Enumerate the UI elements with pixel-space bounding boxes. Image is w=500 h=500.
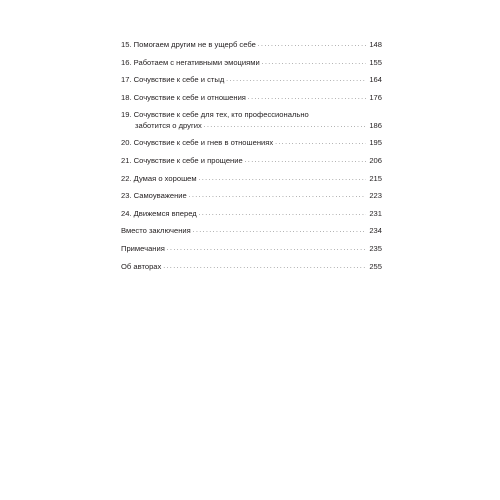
dot-leader — [167, 244, 366, 255]
toc-entry-20[interactable] — [121, 138, 382, 149]
toc-entry-title: Об авторах — [121, 261, 162, 271]
toc-entry-title: 15. Помогаем другим не в ущерб себе — [121, 40, 256, 49]
dot-leader — [245, 156, 366, 167]
toc-entry-page: 206 — [369, 156, 382, 166]
dot-leader — [204, 121, 366, 132]
toc-entry-notes[interactable] — [121, 244, 382, 255]
toc-entry-conclusion[interactable] — [121, 226, 382, 237]
dot-leader — [199, 209, 366, 220]
toc-entry-page: 148 — [369, 40, 382, 49]
dot-leader — [248, 93, 366, 104]
toc-entry-title: Примечания — [121, 244, 165, 254]
toc-entry-page: 215 — [369, 173, 382, 183]
toc-entry-title: 24. Движемся вперед — [121, 208, 197, 218]
dot-leader — [275, 138, 366, 149]
toc-entry-23[interactable] — [121, 191, 382, 202]
toc-entry-24[interactable] — [121, 209, 382, 220]
toc-entry-21[interactable] — [121, 156, 382, 167]
toc-entry-title: 22. Думая о хорошем — [121, 173, 197, 183]
toc-entry-title: 20. Сочувствие к себе и гнев в отношениях — [121, 138, 274, 148]
toc-entry-title: 21. Сочувствие к себе и прощение — [121, 156, 243, 166]
toc-entry-15[interactable] — [121, 40, 382, 51]
toc-entry-title-line2: заботится о других — [135, 120, 202, 130]
dot-leader — [163, 262, 366, 273]
toc-entry-title: 17. Сочувствие к себе и стыд — [121, 75, 225, 85]
toc-entry-page: 234 — [369, 226, 382, 236]
toc-entry-18[interactable] — [121, 93, 382, 104]
toc-entry-title: 23. Самоуважение — [121, 191, 187, 201]
toc-entry-row — [121, 121, 382, 132]
dot-leader — [193, 226, 366, 237]
toc-entry-authors[interactable] — [121, 262, 382, 273]
toc-entry-22[interactable] — [121, 174, 382, 185]
toc-entry-title: 18. Сочувствие к себе и отношения — [121, 92, 246, 102]
toc-entry-page: 176 — [369, 92, 382, 102]
toc-entry-page: 231 — [369, 208, 382, 218]
table-of-contents — [121, 40, 382, 279]
toc-entry-page: 155 — [369, 57, 382, 67]
dot-leader — [226, 75, 366, 86]
toc-entry-page: 186 — [369, 120, 382, 130]
toc-entry-page: 195 — [369, 138, 382, 148]
toc-entry-19[interactable] — [121, 110, 382, 131]
toc-entry-page: 235 — [369, 244, 382, 254]
toc-entry-16[interactable] — [121, 58, 382, 69]
dot-leader — [258, 40, 366, 51]
toc-entry-page: 164 — [369, 75, 382, 85]
toc-entry-page: 255 — [369, 261, 382, 271]
dot-leader — [262, 58, 366, 69]
dot-leader — [189, 191, 366, 202]
toc-entry-title-line1: 19. Сочувствие к себе для тех, кто профессионально — [121, 110, 309, 120]
toc-entry-17[interactable] — [121, 75, 382, 86]
toc-entry-title: 16. Работаем с негативными эмоциями — [121, 57, 260, 67]
toc-entry-page: 223 — [369, 191, 382, 201]
toc-entry-title: Вместо заключения — [121, 226, 191, 236]
dot-leader — [199, 174, 366, 185]
